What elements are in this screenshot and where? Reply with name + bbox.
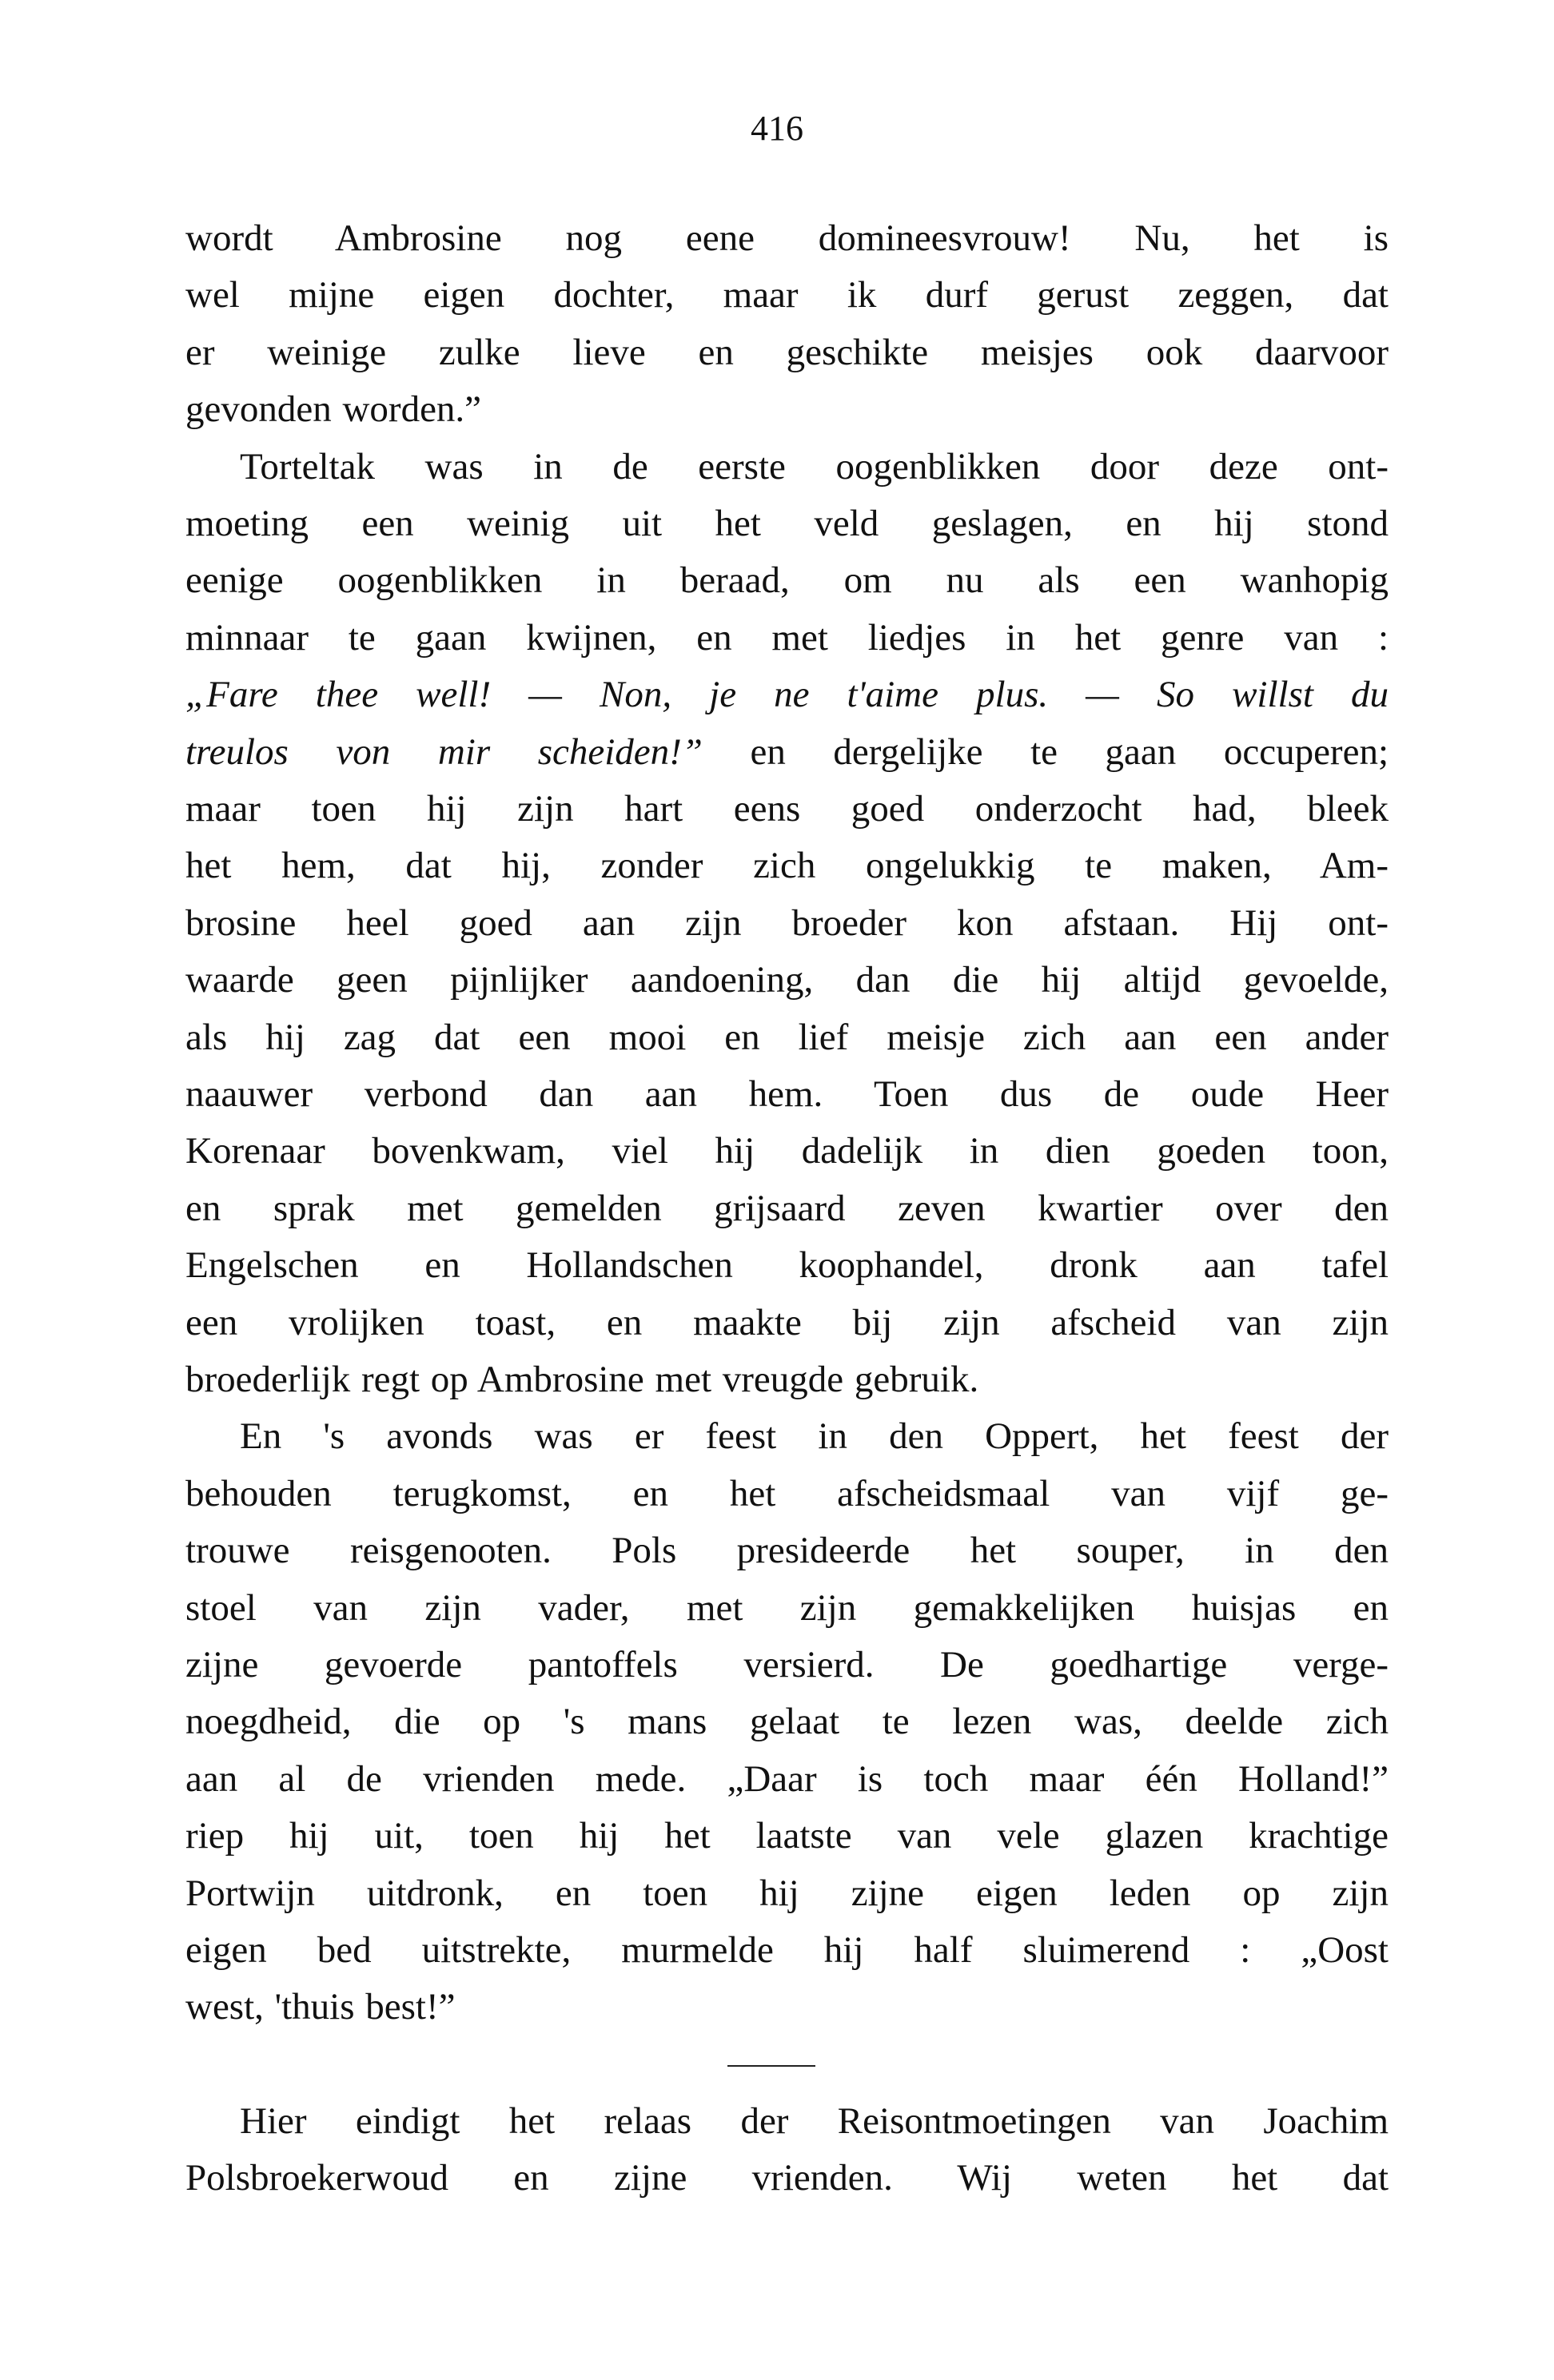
text-segment: het hem, dat hij, zonder zich ongelukkig te maken, Am- (185, 845, 1389, 887)
text-line (185, 2152, 1389, 2203)
text-line (185, 327, 1389, 378)
text-segment: een vrolijken toast, en maakte bij zijn afscheid van zijn (185, 1301, 1389, 1343)
text-segment: brosine heel goed aan zijn broeder kon afstaan. Hij ont- (185, 901, 1389, 944)
text-line (185, 669, 1389, 720)
text-line (185, 1012, 1389, 1063)
text-line (185, 612, 1389, 663)
text-line (185, 1924, 1389, 1976)
text-segment: wordt Ambrosine nog eene domineesvrouw! Nu, het is (185, 217, 1389, 259)
text-segment: Portwijn uitdronk, en toen hij zijne eigen leden op zijn (185, 1872, 1389, 1914)
text-segment: eigen bed uitstrekte, murmelde hij half sluimerend : „Oost (185, 1929, 1389, 1971)
italic-quote: „Fare thee well! — Non, je ne t'aime plus. — So willst du (185, 674, 1389, 716)
text-line (185, 954, 1389, 1005)
text-line (185, 1868, 1389, 1919)
text-line (185, 555, 1389, 606)
text-segment: Hier eindigt het relaas der Reisontmoetingen van Joachim (240, 2099, 1389, 2142)
text-segment: gevonden worden.” (185, 388, 482, 431)
text-line (185, 1125, 1389, 1176)
text-segment: naauwer verbond dan aan hem. Toen dus de oude Heer (185, 1073, 1389, 1115)
text-segment: west, 'thuis best!” (185, 1986, 456, 2028)
text-line (185, 1981, 1389, 2032)
text-segment: trouwe reisgenooten. Pols presideerde het souper, in den (185, 1530, 1389, 1572)
text-line (185, 726, 1389, 778)
text-segment: er weinige zulke lieve en geschikte meisjes ook daarvoor (185, 331, 1389, 373)
text-segment: Korenaar bovenkwam, viel hij dadelijk in dien goeden toon, (185, 1130, 1389, 1172)
text-line (185, 1696, 1389, 1747)
text-line (185, 269, 1389, 320)
text-segment: als hij zag dat een mooi en lief meisje zich aan een ander (185, 1016, 1389, 1058)
text-line (185, 2095, 1389, 2147)
text-line (185, 1639, 1389, 1690)
text-line (185, 1753, 1389, 1805)
text-line (185, 783, 1389, 834)
text-segment: stoel van zijn vader, met zijn gemakkelijken huisjas en (185, 1586, 1389, 1629)
text-segment: minnaar te gaan kwijnen, en met liedjes in het genre van : (185, 616, 1389, 659)
text-segment: en dergelijke te gaan occuperen; (702, 730, 1389, 773)
text-line (185, 840, 1389, 891)
text-line (185, 498, 1389, 549)
text-segment: waarde geen pijnlijker aandoening, dan die hij altijd gevoelde, (185, 959, 1389, 1001)
text-segment: aan al de vrienden mede. „Daar is toch maar één Holland!” (185, 1757, 1389, 1800)
section-divider (727, 2065, 815, 2067)
text-segment: noegdheid, die op 's mans gelaat te lezen was, deelde zich (185, 1701, 1389, 1743)
text-line (185, 213, 1389, 264)
text-line (185, 897, 1389, 949)
text-segment: wel mijne eigen dochter, maar ik durf gerust zeggen, dat (185, 274, 1389, 316)
text-segment: broederlijk regt op Ambrosine met vreugde gebruik. (185, 1359, 979, 1400)
text-segment: behouden terugkomst, en het afscheidsmaal van vijf ge- (185, 1472, 1389, 1514)
text-line (185, 1810, 1389, 1861)
page-number: 416 (751, 109, 803, 148)
text-line (185, 1525, 1389, 1576)
text-segment: Polsbroekerwoud en zijne vrienden. Wij weten het dat (185, 2157, 1389, 2199)
text-line (185, 1354, 1389, 1405)
text-segment: Torteltak was in de eerste oogenblikken door deze ont- (240, 445, 1389, 488)
text-segment: En 's avonds was er feest in den Oppert, het feest der (240, 1415, 1389, 1458)
italic-quote: treulos von mir scheiden!” (185, 730, 703, 773)
text-line (185, 1582, 1389, 1634)
text-line (185, 1411, 1389, 1462)
text-line (185, 1183, 1389, 1234)
text-line (185, 441, 1389, 492)
text-line (185, 1468, 1389, 1519)
text-line (185, 1297, 1389, 1348)
text-segment: riep hij uit, toen hij het laatste van vele glazen krachtige (185, 1815, 1389, 1857)
text-segment: maar toen hij zijn hart eens goed onderzocht had, bleek (185, 788, 1389, 830)
text-segment: Engelschen en Hollandschen koophandel, dronk aan tafel (185, 1244, 1389, 1287)
text-segment: moeting een weinig uit het veld geslagen, en hij stond (185, 503, 1389, 544)
text-line (185, 1069, 1389, 1120)
text-segment: zijne gevoerde pantoffels versierd. De goedhartige verge- (185, 1644, 1389, 1686)
text-segment: eenige oogenblikken in beraad, om nu als een wanhopig (185, 559, 1389, 602)
text-line (185, 384, 1389, 435)
text-segment: en sprak met gemelden grijsaard zeven kwartier over den (185, 1187, 1389, 1229)
text-line (185, 1240, 1389, 1291)
